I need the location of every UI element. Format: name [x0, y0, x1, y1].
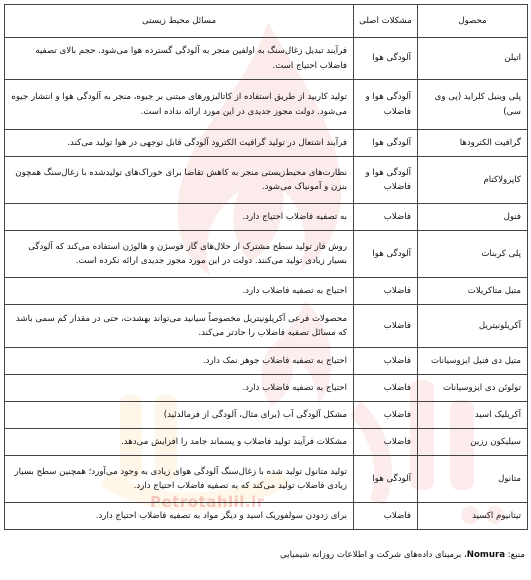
table-row	[5, 204, 528, 231]
table-row	[5, 402, 528, 429]
row-environment-issue: احتیاج به تصفیه فاضلاب جوهر نمک دارد.	[5, 348, 354, 375]
header-product: محصول	[418, 5, 528, 38]
row-product: آکریلونیتریل	[418, 305, 528, 348]
table-row	[5, 231, 528, 278]
row-problem: آلودگی هوا و فاضلاب	[354, 157, 418, 204]
report-table-container	[4, 4, 527, 530]
header-main-problems: مشکلات اصلی	[354, 5, 418, 38]
row-problem: فاضلاب	[354, 375, 418, 402]
table-row	[5, 157, 528, 204]
row-environment-issue: محصولات فرعی آکریلونیتریل مخصوصاً سیانید می‌تواند بهشدت، حتی در مقدار کم سمی باشد که مسائل تصفیه فاضلاب را حادتر می‌کند.	[5, 305, 354, 348]
table-row	[5, 80, 528, 130]
source-note	[4, 548, 525, 562]
row-problem: آلودگی هوا	[354, 456, 418, 503]
table-row	[5, 278, 528, 305]
row-product: متانول	[418, 456, 528, 503]
row-environment-issue: مشکل آلودگی آب (برای مثال، آلودگی از فرمالدئید)	[5, 402, 354, 429]
row-product: سیلیکون رزین	[418, 429, 528, 456]
header-environmental-issues: مسائل محیط زیستی	[5, 5, 354, 38]
row-problem: فاضلاب	[354, 305, 418, 348]
table-row	[5, 375, 528, 402]
environment-issues-table	[4, 4, 528, 530]
row-product: کاپرولاکتام	[418, 157, 528, 204]
row-problem: آلودگی هوا	[354, 130, 418, 157]
row-product: تیتانیوم اکسید	[418, 503, 528, 530]
row-product: اتیلن	[418, 38, 528, 80]
row-environment-issue: احتیاج به تصفیه فاضلاب دارد.	[5, 375, 354, 402]
row-product: گرافیت الکترودها	[418, 130, 528, 157]
row-problem: فاضلاب	[354, 503, 418, 530]
row-environment-issue: نظارت‌های محیط‌زیستی منجر به کاهش تقاضا برای خوراک‌های تولیدشده با زغال‌سنگ همچون بنزن و آمونیاک می‌شود.	[5, 157, 354, 204]
row-environment-issue: تولید کاربید از طریق استفاده از کاتالیزورهای مبتنی بر جیوه، منجر به آلودگی هوا و انتشار جیوه می‌شود. دولت مجوز جدیدی در این مورد ارائه نداده است.	[5, 80, 354, 130]
row-problem: آلودگی هوا	[354, 231, 418, 278]
row-problem: فاضلاب	[354, 278, 418, 305]
row-environment-issue: روش فاز تولید سطح مشترک از حلال‌های گاز فوسژن و هالوژن استفاده می‌کند که آلودگی بسیار زیادی تولید می‌کنند. دولت در این مورد مجوز جدیدی ارائه نکرده است.	[5, 231, 354, 278]
row-environment-issue: به تصفیه فاضلاب احتیاج دارد.	[5, 204, 354, 231]
row-product: متیل دی فنیل ایزوسیانات	[418, 348, 528, 375]
row-problem: آلودگی هوا	[354, 38, 418, 80]
row-problem: آلودگی هوا و فاضلاب	[354, 80, 418, 130]
row-product: متیل متاکریلات	[418, 278, 528, 305]
row-problem: فاضلاب	[354, 204, 418, 231]
row-environment-issue: تولید متانول تولید شده با زغال‌سنگ آلودگی هوای زیادی به وجود می‌آورد؛ همچنین سطح بسیار زیادی فاضلاب تولید می‌کند که به تصفیه فاضلاب احتیاج دارد.	[5, 456, 354, 503]
table-row	[5, 38, 528, 80]
row-environment-issue: فرآیند اشتعال در تولید گرافیت الکترود آلودگی قابل توجهی در هوا تولید می‌کند.	[5, 130, 354, 157]
row-product: پلی وینیل کلراید (پی وی سی)	[418, 80, 528, 130]
table-row	[5, 456, 528, 503]
watermark-site-text: Petrotahlil.ir	[150, 493, 265, 511]
row-environment-issue: برای زدودن سولفوریک اسید و دیگر مواد به تصفیه فاضلاب احتیاج دارد.	[5, 503, 354, 530]
row-product: فنول	[418, 204, 528, 231]
table-row	[5, 130, 528, 157]
table-row	[5, 348, 528, 375]
row-problem: فاضلاب	[354, 348, 418, 375]
row-environment-issue: فرآیند تبدیل زغال‌سنگ به اولفین منجر به آلودگی گسترده هوا می‌شود. حجم بالای تصفیه فاضلاب احتیاج است.	[5, 38, 354, 80]
row-problem: فاضلاب	[354, 402, 418, 429]
row-environment-issue: مشکلات فرآیند تولید فاضلاب و پسماند جامد را افزایش می‌دهد.	[5, 429, 354, 456]
source-description: ، برمبنای داده‌های شرکت و اطلاعات روزانه شیمیایی	[280, 550, 467, 560]
source-prefix: منبع:	[507, 550, 525, 560]
table-row	[5, 503, 528, 530]
row-environment-issue: احتیاج به تصفیه فاضلاب دارد.	[5, 278, 354, 305]
table-header-row	[5, 5, 528, 38]
row-product: تولوئن دی ایزوسیانات	[418, 375, 528, 402]
row-product: آکریلیک اسید	[418, 402, 528, 429]
source-name: Nomura	[466, 550, 505, 560]
table-row	[5, 305, 528, 348]
table-row	[5, 429, 528, 456]
row-product: پلی کربنات	[418, 231, 528, 278]
row-problem: فاضلاب	[354, 429, 418, 456]
